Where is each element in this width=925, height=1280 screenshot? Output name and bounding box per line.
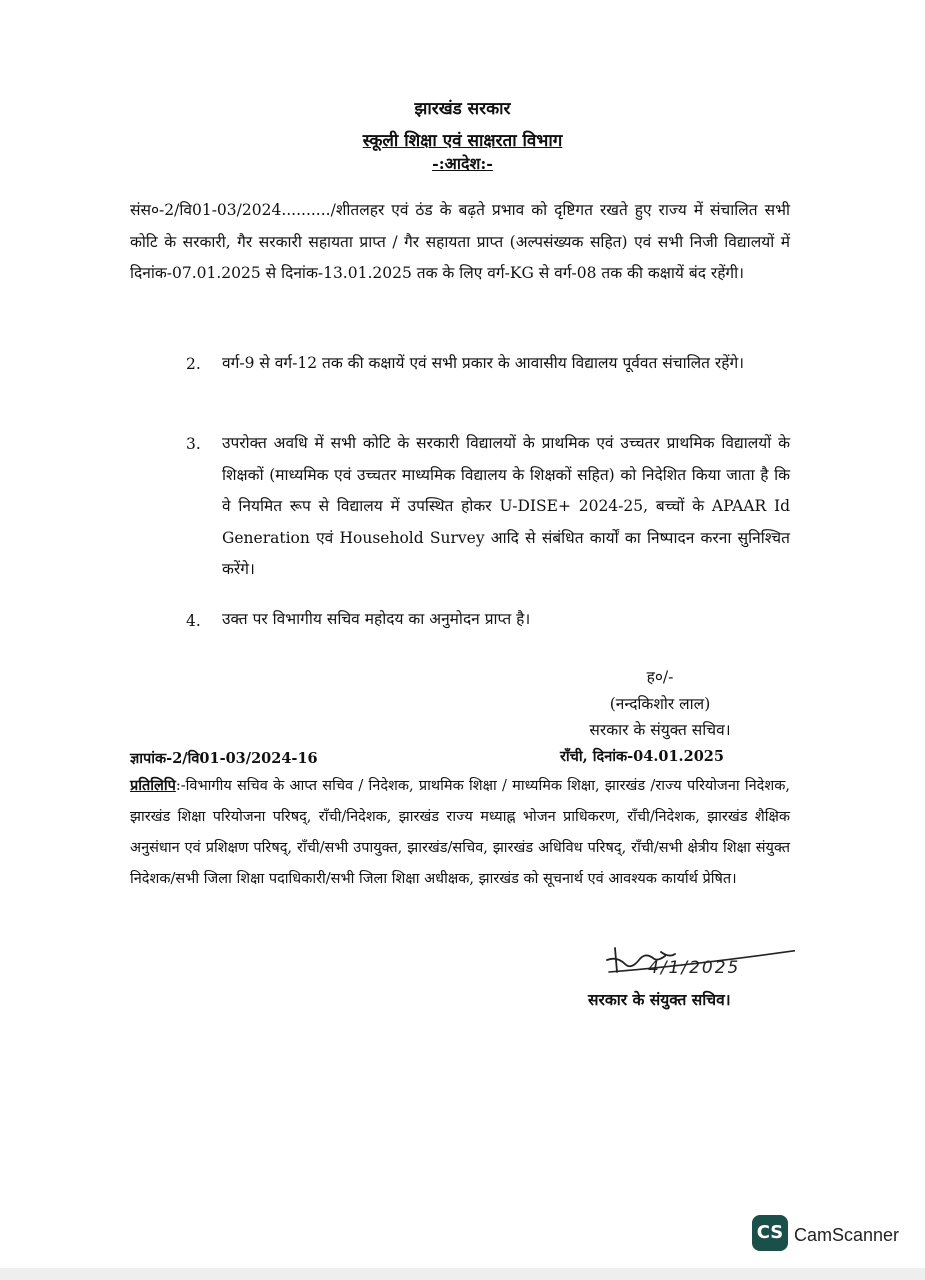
memo-number: ज्ञापांक-2/वि01-03/2024-16 — [130, 750, 318, 767]
bottom-edge — [0, 1268, 925, 1280]
item-text-3: उपरोक्त अवधि में सभी कोटि के सरकारी विद्यालयों के प्राथमिक एवं उच्चतर प्राथमिक विद्यालयों के शिक्षकों (माध्यमिक एवं उच्चतर माध्यमिक विद्यालय के शिक्षकों सहित) को निदेशित किया जाता है कि वे नियमित रूप से विद्यालय में उपस्थित होकर U-DISE+ 2024-25, बच्चों के APAAR Id Generation एवं Household Survey आदि से संबंधित कार्यों का निष्पादन करना सुनिश्चित करेंगे। — [222, 434, 790, 578]
item-text-2: वर्ग-9 से वर्ग-12 तक की कक्षायें एवं सभी प्रकार के आवासीय विद्यालय पूर्ववत संचालित रहेंगे। — [222, 354, 745, 372]
signatory-name: (नन्दकिशोर लाल) — [609, 695, 711, 713]
government-title: झारखंड सरकार — [414, 99, 511, 119]
camscanner-logo-icon: CS — [752, 1215, 788, 1251]
camscanner-label: CamScanner — [794, 1225, 900, 1245]
signed-mark: ह०/- — [646, 668, 674, 686]
bottom-signatory: सरकार के संयुक्त सचिव। — [588, 990, 731, 1009]
item-number-2: 2. — [186, 355, 201, 373]
order-heading: -:आदेश:- — [432, 154, 493, 173]
department-title: स्कूली शिक्षा एवं साक्षरता विभाग — [362, 131, 563, 151]
copy-label: प्रतिलिपि — [130, 777, 176, 794]
item-number-3: 3. — [186, 435, 201, 453]
item-number-4: 4. — [186, 612, 201, 630]
handwritten-date: 4/1/2025 — [648, 958, 741, 978]
signatory-designation: सरकार के संयुक्त सचिव। — [589, 721, 731, 739]
memo-place-date: राँची, दिनांक-04.01.2025 — [560, 748, 724, 765]
copy-text: :-विभागीय सचिव के आप्त सचिव / निदेशक, प्राथमिक शिक्षा / माध्यमिक शिक्षा, झारखंड /राज्य परियोजना निदेशक, झारखंड शिक्षा परियोजना परिषद्, राँची/निदेशक, झारखंड राज्य मध्याह्न भोजन प्राधिकरण, राँची/निदेशक, झारखंड शैक्षिक अनुसंधान एवं प्रशिक्षण परिषद्, राँची/सभी उपायुक्त, झारखंड/सचिव, झारखंड अधिविध परिषद्, राँची/सभी क्षेत्रीय शिक्षा संयुक्त निदेशक/सभी जिला शिक्षा पदाधिकारी/सभी जिला शिक्षा अधीक्षक, झारखंड को सूचनार्थ एवं आवश्यक कार्यार्थ प्रेषित। — [130, 778, 790, 887]
copy-to-paragraph — [130, 770, 790, 895]
order-paragraph-1: संस०-2/वि01-03/2024........../शीतलहर एवं ठंड के बढ़ते प्रभाव को दृष्टिगत रखते हुए राज्य में संचालित सभी कोटि के सरकारी, गैर सरकारी सहायता प्राप्त / गैर सहायता प्राप्त (अल्पसंख्यक सहित) एवं सभी निजी विद्यालयों में दिनांक-07.01.2025 से दिनांक-13.01.2025 तक के लिए वर्ग-KG से वर्ग-08 तक की कक्षायें बंद रहेंगी। — [130, 201, 790, 282]
item-text-4: उक्त पर विभागीय सचिव महोदय का अनुमोदन प्राप्त है। — [222, 610, 531, 628]
